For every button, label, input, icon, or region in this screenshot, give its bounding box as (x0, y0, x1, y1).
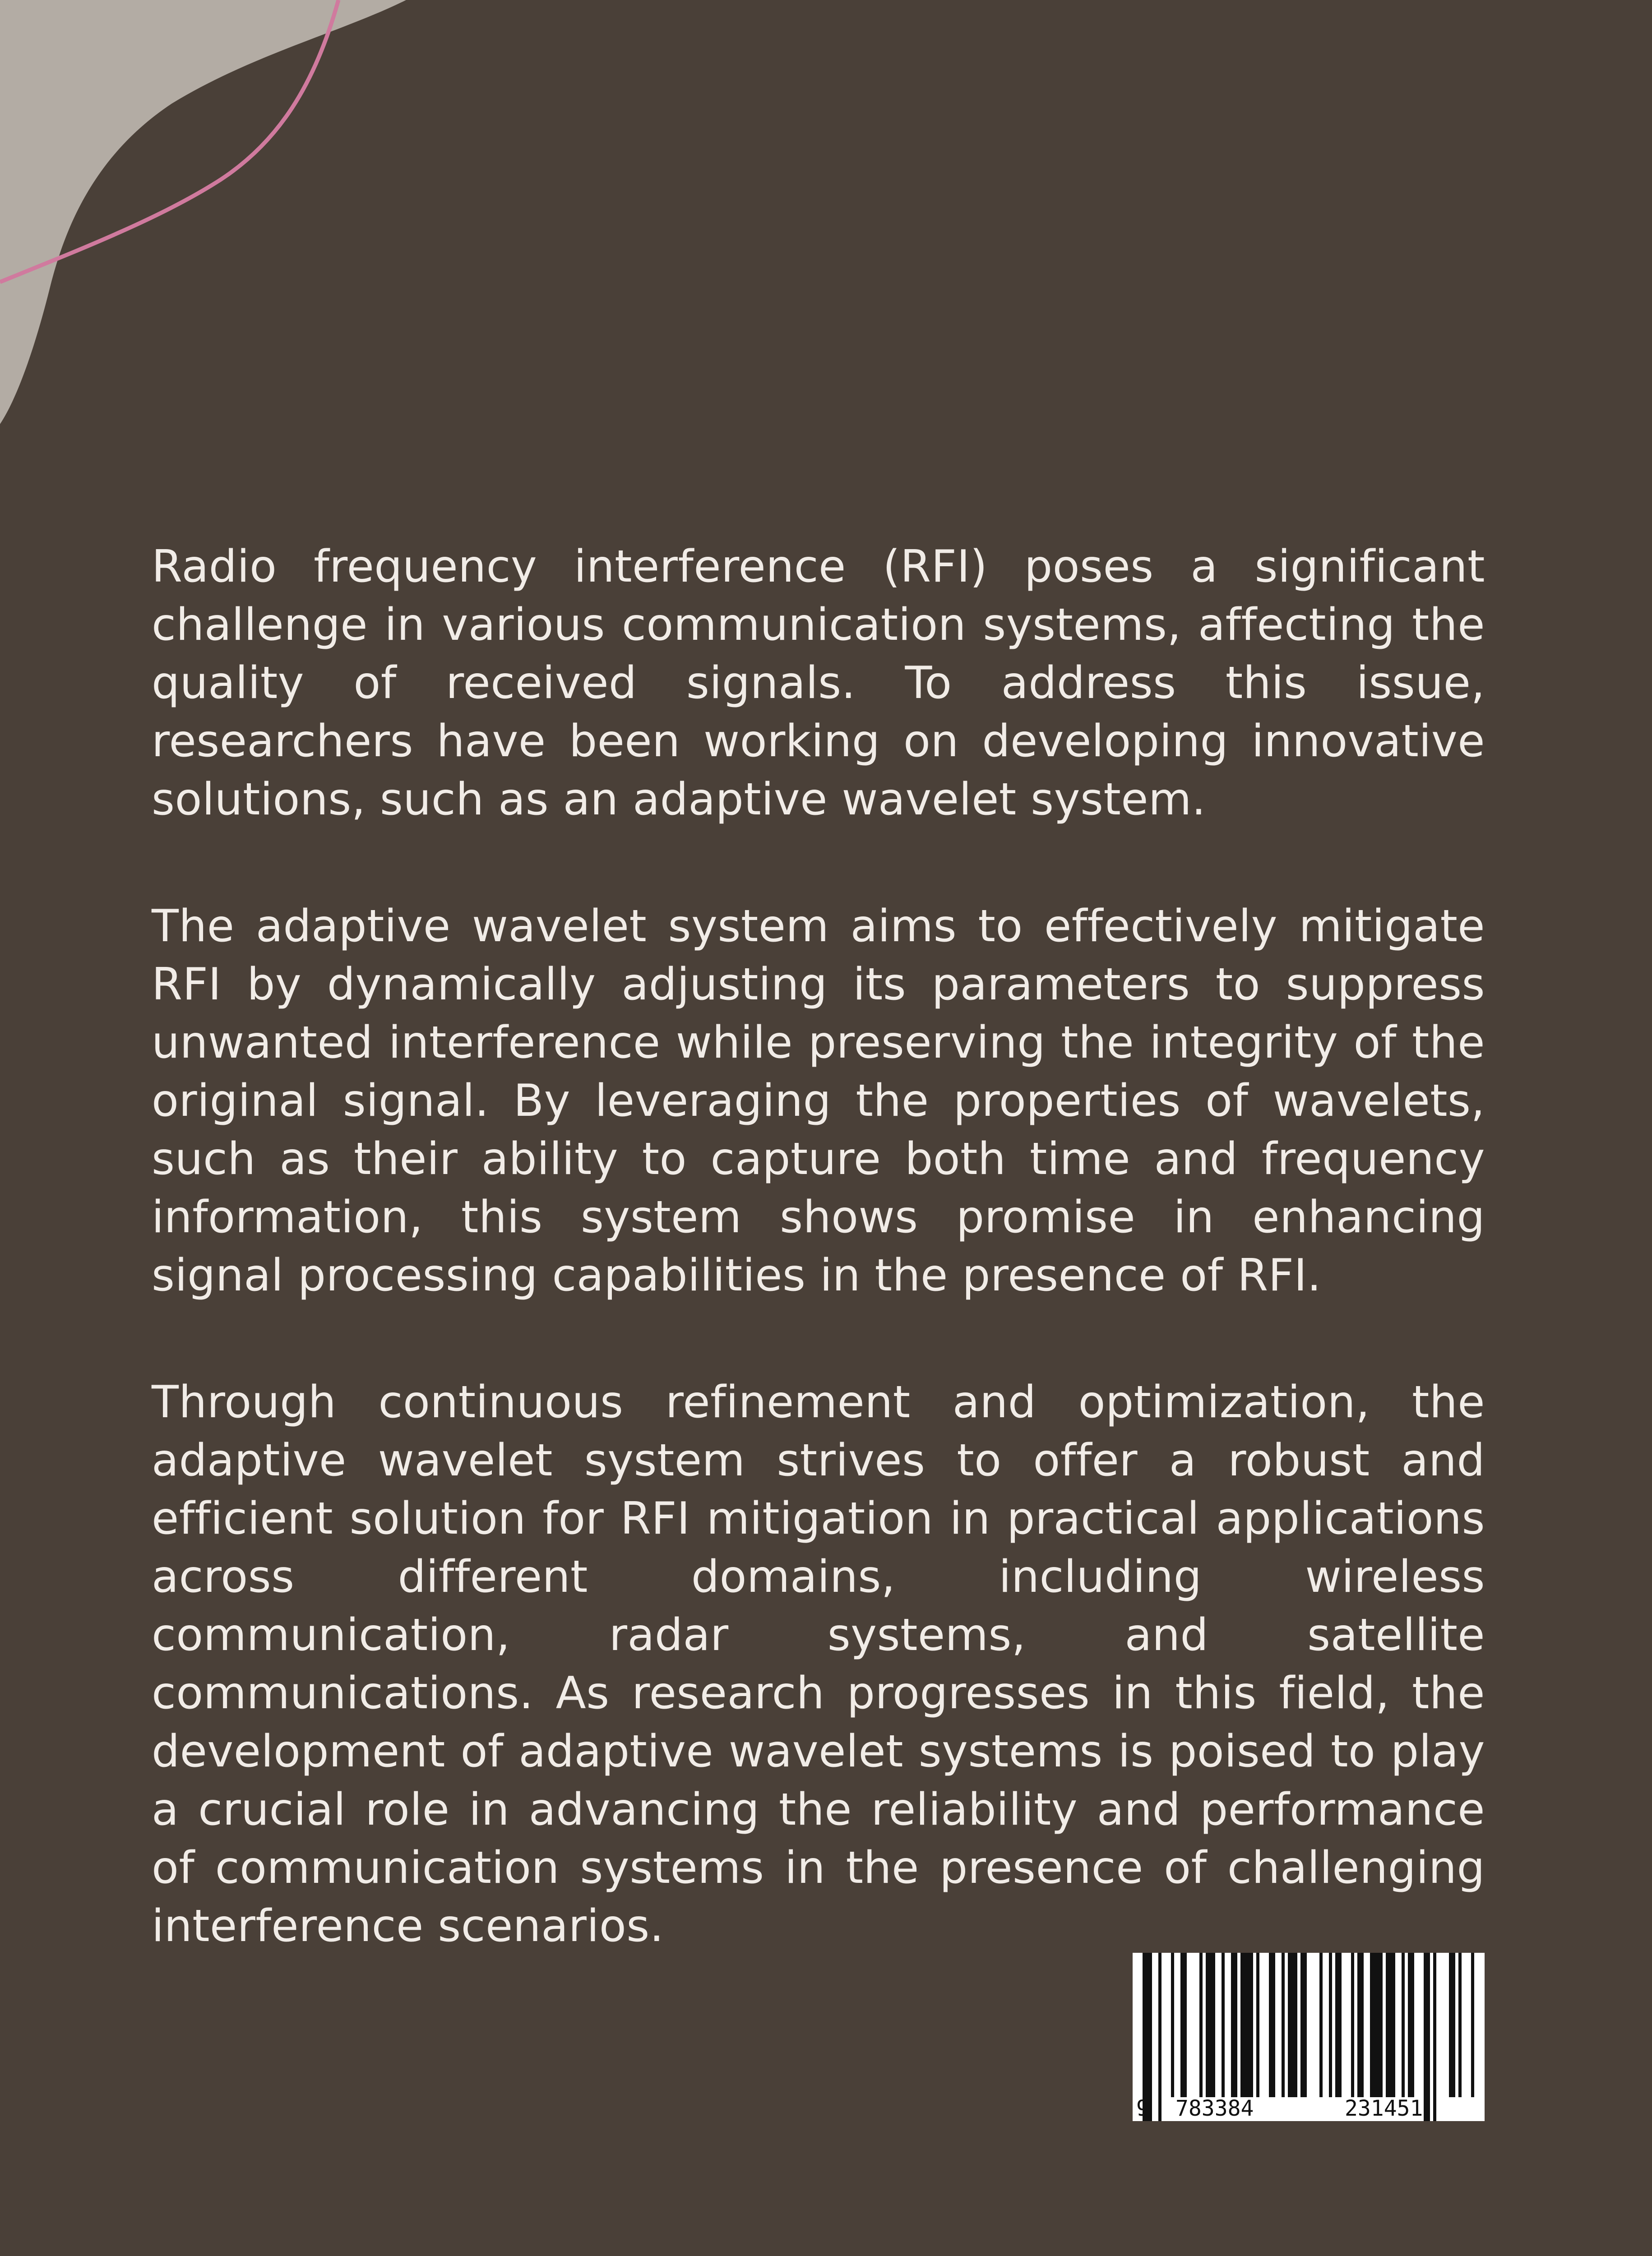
barcode-bar (1329, 1953, 1332, 2097)
barcode-digits-left: 783384 (1175, 2096, 1254, 2121)
barcode-bar (1335, 1953, 1342, 2097)
barcode-bar (1158, 1953, 1161, 2121)
paragraph-3: Through continuous refinement and optimization, the adaptive wavelet system strives to offer a robust and efficient solution for RFI mitigation in practical applications across different domains, including wireless communication, radar systems, and satellite communications. As research progresses in this field, the development of adaptive wavelet systems is poised to play a crucial role in advancing the reliability and performance of communication systems in the presence of challenging interference scenarios. (152, 1377, 1485, 1952)
barcode-bar (1300, 1953, 1307, 2097)
barcode-bar (1256, 1953, 1259, 2097)
isbn-barcode (1133, 1953, 1485, 2121)
barcode-lead-digit: 9 (1136, 2096, 1149, 2121)
barcode-bar (1471, 1953, 1474, 2097)
barcode-bar (1458, 1953, 1462, 2097)
blurb-text (152, 538, 1485, 1956)
barcode-bar (1402, 1953, 1405, 2097)
barcode-bar (1408, 1953, 1414, 2097)
barcode-bar (1319, 1953, 1323, 2097)
barcode-bar (1370, 1953, 1383, 2097)
barcode-bar (1171, 1953, 1174, 2097)
barcode-bar (1386, 1953, 1395, 2097)
barcode-bar (1424, 1953, 1430, 2121)
corner-blob (0, 0, 406, 424)
barcode-bar (1206, 1953, 1215, 2097)
barcode-bar (1433, 1953, 1436, 2121)
barcode-bar (1351, 1953, 1354, 2097)
barcode-bar (1449, 1953, 1455, 2097)
barcode-bar (1199, 1953, 1203, 2097)
paragraph-2: The adaptive wavelet system aims to effectively mitigate RFI by dynamically adjusting its parameters to suppress unwanted interference while preserving the integrity of the original signal. By leveraging the properties of wavelets, such as their ability to capture both time and frequency information, this system shows promise in enhancing signal processing capabilities in the presence of RFI. (152, 901, 1485, 1301)
barcode-digits-right: 231451 (1345, 2096, 1423, 2121)
barcode-bar (1240, 1953, 1253, 2097)
barcode-bar (1269, 1953, 1275, 2097)
barcode-bar (1231, 1953, 1237, 2097)
barcode-bar (1222, 1953, 1225, 2097)
barcode-bar (1288, 1953, 1297, 2097)
barcode-bar (1282, 1953, 1285, 2097)
paragraph-1: Radio frequency interference (RFI) poses a significant challenge in various communication systems, affecting the quality of received signals. To address this issue, researchers have been working on developing innovative solutions, such as an adaptive wavelet system. (152, 541, 1485, 825)
barcode-bar (1180, 1953, 1187, 2097)
barcode-bar (1357, 1953, 1364, 2097)
